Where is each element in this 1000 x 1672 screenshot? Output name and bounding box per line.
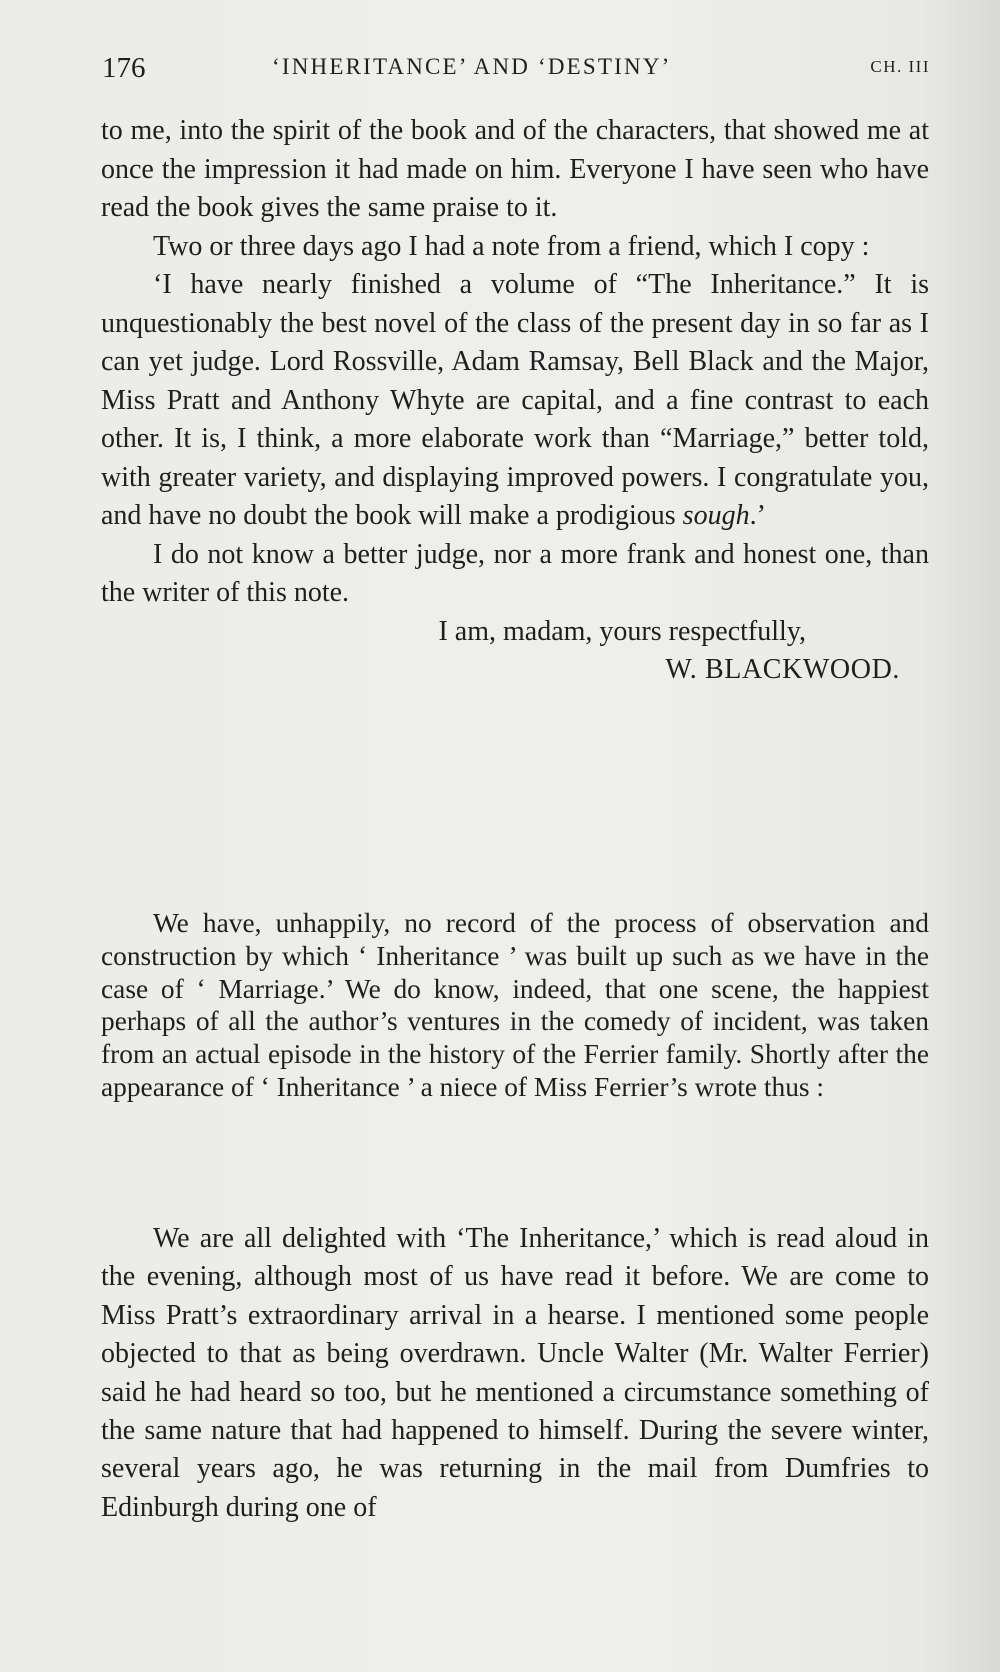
quoted-letter-section [101, 1220, 929, 1527]
quoted-note [101, 266, 929, 536]
quoted-letter-paragraph: We are all delighted with ‘The Inheritance,’ which is read aloud in the evening, although most of us have read it before. We are come to Miss Pratt’s extraordinary arrival in a hearse. I mentioned some people objected to that as being overdrawn. Uncle Walter (Mr. Walter Ferrier) said he had heard so too, but he mentioned a circumstance something of the same nature that had happened to himself. During the severe winter, several years ago, he was returning in the mail from Dumfries to Edinburgh during one of [101, 1223, 929, 1523]
letter-signature: W. BLACKWOOD. [665, 654, 900, 685]
quoted-note-italic-word: sough [682, 500, 750, 531]
letter-paragraph-2: Two or three days ago I had a note from a friend, which I copy : [153, 230, 870, 262]
narrative-paragraph: We have, unhappily, no record of the process of observation and construction by which ‘ Inheritance ’ was built up such as we have in the case of ‘ Marriage.’ We do know, indeed, that one scene, the happiest perhaps of all the author’s ventures in the comedy of incident, was taken from an actual episode in the history of the Ferrier family. Shortly after the appearance of ‘ Inheritance ’ a niece of Miss Ferrier’s wrote thus : [101, 908, 929, 1102]
running-header [102, 52, 930, 92]
letter-paragraph-1: to me, into the spirit of the book and of the characters, that showed me at once the impression it had made on him. Everyone I have seen who have read the book gives the same praise to it. [101, 115, 929, 223]
quoted-note-text: ‘I have nearly finished a volume of “The Inheritance.” It is unquestionably the best novel of the class of the present day in so far as I can yet judge. Lord Rossville, Adam Ramsay, Bell Black and the Major, Miss Pratt and Anthony Whyte are capital, and a fine contrast to each other. It is, I think, a more elaborate work than “Marriage,” better told, with greater variety, and displaying improved powers. I congratulate you, and have no doubt the book will make a prodigious [101, 269, 929, 531]
narrative-section [101, 907, 929, 1104]
letter-closing: I am, madam, yours respectfully, [438, 615, 806, 647]
quoted-note-end: .’ [749, 500, 766, 531]
page-number: 176 [102, 52, 146, 84]
chapter-label: CH. III [870, 57, 930, 76]
letter-paragraph-4: I do not know a better judge, nor a more frank and honest one, than the writer of this note. [101, 538, 929, 608]
running-title: ‘INHERITANCE’ AND ‘DESTINY’ [272, 54, 672, 79]
letter-section [101, 112, 929, 690]
